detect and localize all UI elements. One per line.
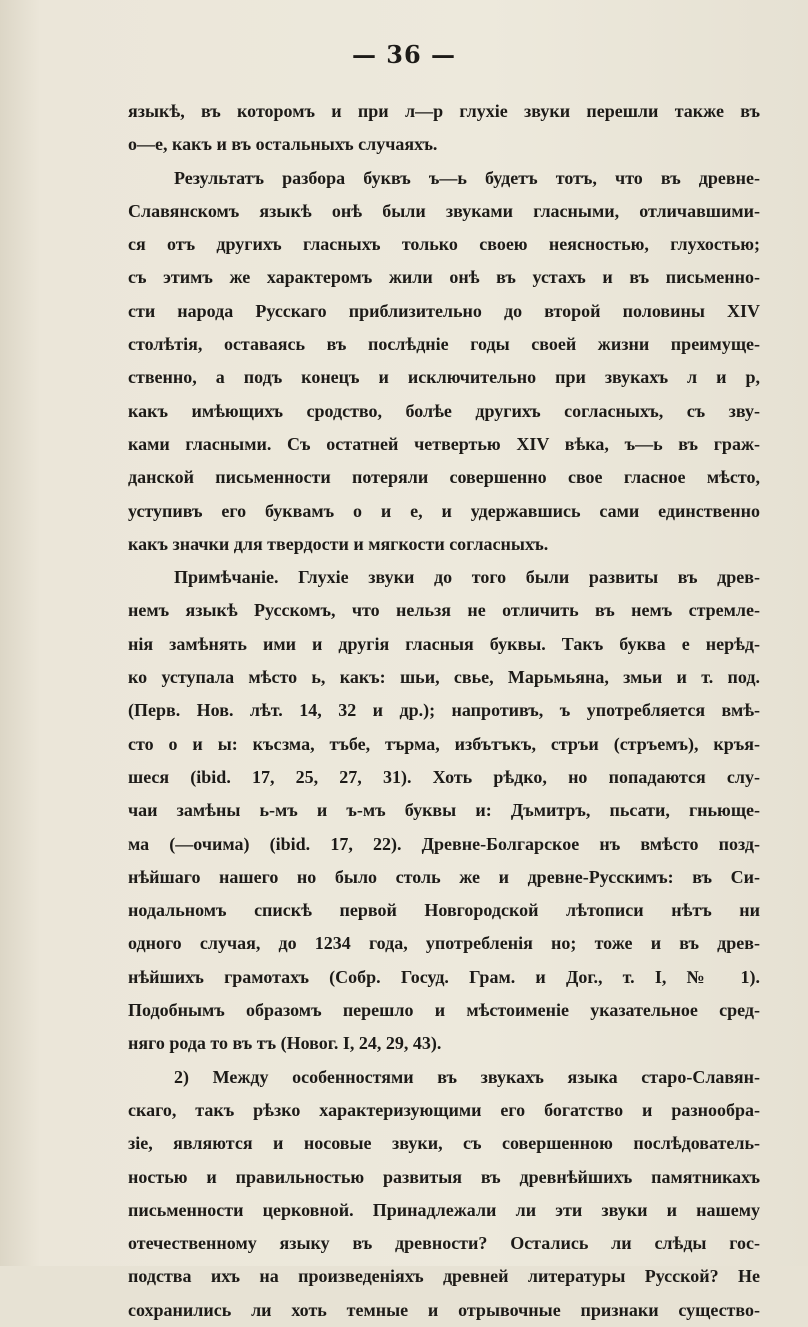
text-line: съ этимъ же характеромъ жили онѣ въ устахъ и въ письменно- — [128, 267, 760, 288]
text-line: ками гласными. Съ остатней четвертью XIV вѣка, ъ—ь въ граж- — [128, 433, 760, 454]
text-line: немъ языкѣ Русскомъ, что нельзя не отличить въ немъ стремле- — [128, 600, 760, 621]
page-number: — 36 — — [351, 40, 457, 69]
text-line: ся отъ другихъ гласныхъ только своею неясностью, глухостью; — [128, 234, 760, 255]
text-line: чаи замѣны ь-мъ и ъ-мъ буквы и: Дъмитръ, пьсати, гньюще- — [128, 800, 760, 821]
text-line: Результатъ разбора буквъ ъ—ь будетъ тотъ, что въ древне- — [174, 167, 760, 188]
text-line: няго рода то въ тъ (Новог. I, 24, 29, 43). — [128, 1033, 442, 1054]
text-line: письменности церковной. Принадлежали ли эти звуки и нашему — [128, 1199, 760, 1220]
text-line: нія замѣнять ими и другія гласныя буквы. Такъ буква е нерѣд- — [128, 633, 760, 654]
page-text — [128, 95, 760, 1327]
text-line: Подобнымъ образомъ перешло и мѣстоименіе указательное сред- — [128, 1000, 760, 1021]
text-line: зіе, являются и носовые звуки, съ совершенною послѣдователь- — [128, 1133, 760, 1154]
text-line: отечественному языку въ древности? Остались ли слѣды гос- — [128, 1233, 760, 1254]
text-line: нодальномъ спискѣ первой Новгородской лѣтописи нѣтъ ни — [128, 900, 760, 921]
text-line: столѣтія, оставаясь въ послѣдніе годы своей жизни преимуще- — [128, 334, 760, 355]
text-line: какъ имѣющихъ сродство, болѣе другихъ согласныхъ, съ зву- — [128, 400, 760, 421]
text-line: подства ихъ на произведеніяхъ древней литературы Русской? Не — [128, 1266, 760, 1287]
text-line: языкѣ, въ которомъ и при л—р глухіе звуки перешли также въ — [128, 101, 760, 121]
text-line: (Перв. Нов. лѣт. 14, 32 и др.); напротивъ, ъ употребляется вмѣ- — [128, 700, 760, 721]
text-line: ностью и правильностью развитыя въ древнѣйшихъ памятникахъ — [128, 1166, 760, 1187]
text-line: ма (—очима) (ibid. 17, 22). Древне-Болгарское нъ вмѣсто позд- — [128, 833, 760, 854]
text-line: 2) Между особенностями въ звукахъ языка старо-Славян- — [174, 1066, 760, 1087]
text-line: скаго, такъ рѣзко характеризующими его богатство и разнообра- — [128, 1099, 760, 1120]
text-line: уступивъ его буквамъ о и е, и удержавшись сами единственно — [128, 500, 760, 521]
text-line: Славянскомъ языкѣ онѣ были звуками гласными, отличавшими- — [128, 200, 760, 221]
text-line: нѣйшаго нашего но было столь же и древне-Русскимъ: въ Си- — [128, 866, 760, 887]
text-line: шеся (ibid. 17, 25, 27, 31). Хоть рѣдко, но попадаются слу- — [128, 766, 760, 787]
text-line: нѣйшихъ грамотахъ (Собр. Госуд. Грам. и Дог., т. I, № 1). — [128, 966, 760, 987]
text-line: данской письменности потеряли совершенно свое гласное мѣсто, — [128, 467, 760, 488]
text-line: одного случая, до 1234 года, употребленія но; тоже и въ древ- — [128, 933, 760, 954]
text-line: сти народа Русскаго приблизительно до второй половины XIV — [128, 300, 760, 321]
text-line: ственно, а подъ конецъ и исключительно при звукахъ л и р, — [128, 367, 760, 388]
text-line: Примѣчаніе. Глухіе звуки до того были развиты въ древ- — [174, 567, 760, 588]
text-line: сто о и ы: късзма, тъбе, търма, избътъкъ, стръи (стръемъ), кръя- — [128, 733, 760, 754]
text-line: о—е, какъ и въ остальныхъ случаяхъ. — [128, 134, 438, 155]
text-line: ко уступала мѣсто ь, какъ: шьи, свье, Марьмьяна, змьи и т. под. — [128, 667, 760, 688]
text-line: какъ значки для твердости и мягкости согласныхъ. — [128, 533, 549, 554]
text-line: сохранились ли хоть темные и отрывочные признаки существо- — [128, 1299, 760, 1320]
